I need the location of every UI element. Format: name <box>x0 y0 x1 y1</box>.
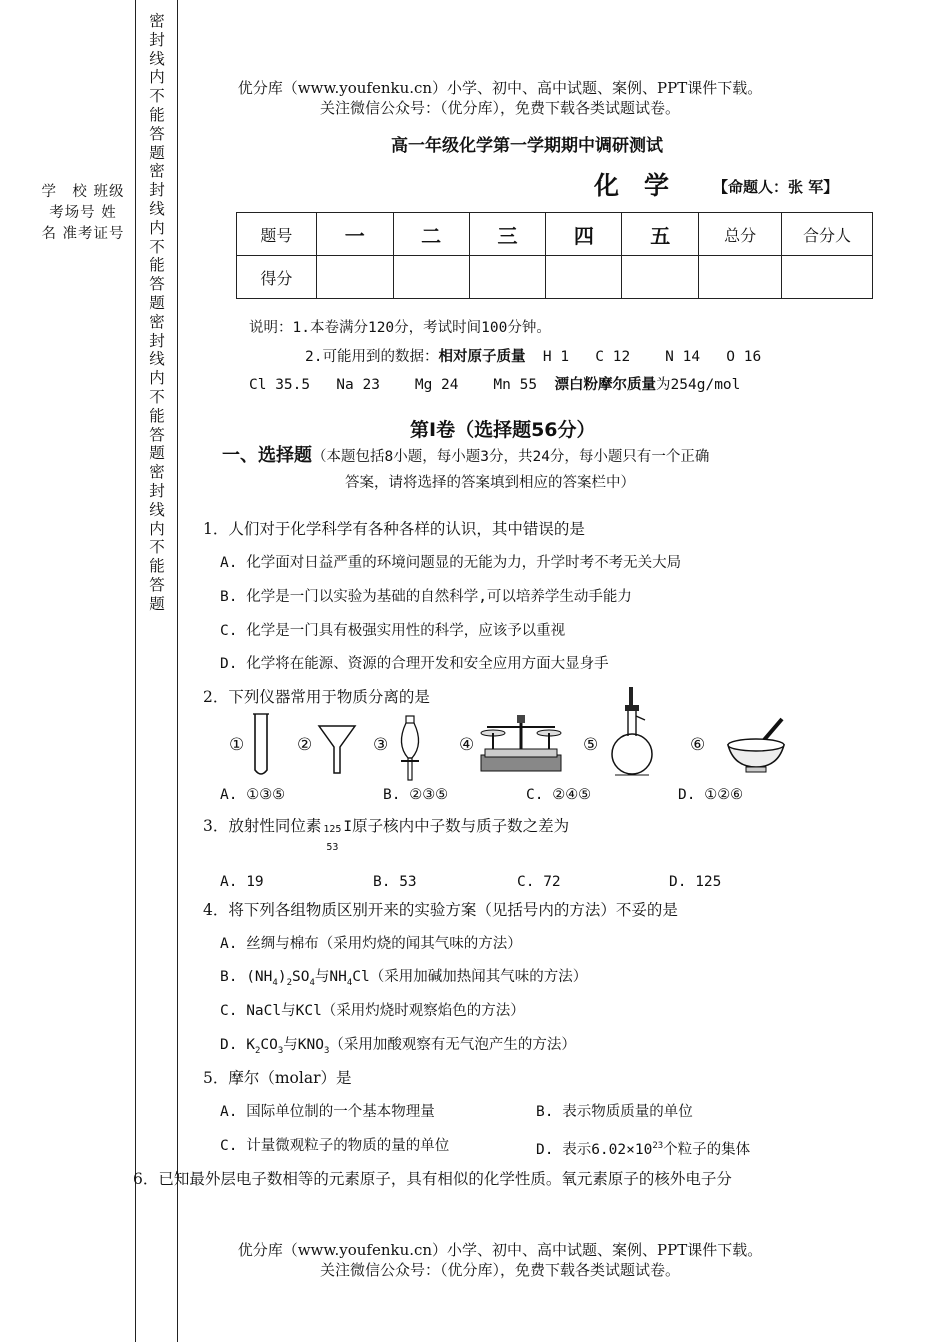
q4-option-d-method: （采用加酸观察有无气泡产生的方法） <box>329 1037 576 1053</box>
score-table-header-row <box>237 213 873 256</box>
q5-option-b: B. 表示物质质量的单位 <box>536 1104 693 1120</box>
score-cell[interactable] <box>316 256 393 299</box>
score-table <box>236 212 873 299</box>
section-desc-2: 答案，请将选择的答案填到相应的答案栏中） <box>345 475 635 491</box>
q2-stem: 2．下列仪器常用于物质分离的是 <box>203 688 430 706</box>
isotope-symbol: I <box>343 819 353 835</box>
section-heading-label: 一、选择题 <box>222 445 312 466</box>
q3-option-d: D. 125 <box>669 874 722 890</box>
seal-line-text: 密封线内不能答题密封线内不能答题密封线内不能答题密封线内不能答题 <box>149 12 165 613</box>
exam-author: 【命题人：张 军】 <box>713 178 839 196</box>
isotope-mass-number: 125 <box>323 824 342 835</box>
q5-option-d-prefix: D. 表示6.02×10 <box>536 1141 653 1158</box>
q1-option-d: D. 化学将在能源、资源的合理开发和安全应用方面大显身手 <box>220 656 609 672</box>
q1-option-b: B. 化学是一门以实验为基础的自然科学,可以培养学生动手能力 <box>220 589 632 605</box>
q3-stem-prefix: 3．放射性同位素 <box>203 817 322 835</box>
instrument-label: ⑥ <box>690 735 706 755</box>
q3-option-c: C. 72 <box>517 874 561 890</box>
score-header-cell: 四 <box>546 213 622 256</box>
note-2 <box>305 346 761 368</box>
q4-option-a: A. 丝绸与棉布（采用灼烧的闻其气味的方法） <box>220 936 522 952</box>
section-desc-1: （本题包括8小题，每小题3分，共24分，每小题只有一个正确 <box>312 449 710 465</box>
q2-option-d: D. ①②⑥ <box>678 787 744 803</box>
score-header-cell: 合分人 <box>782 213 873 256</box>
q5-stem: 5．摩尔（molar）是 <box>203 1069 352 1087</box>
note-3 <box>249 374 740 396</box>
note-2-bold: 相对原子质量 <box>438 349 526 365</box>
score-cell[interactable] <box>622 256 699 299</box>
binding-line-right <box>177 0 178 1342</box>
note-3-bold: 漂白粉摩尔质量 <box>554 377 657 393</box>
note-3-rest: 为254g/mol <box>656 377 741 393</box>
page-header-line2: 关注微信公众号：（优分库），免费下载各类试题试卷。 <box>319 99 680 117</box>
instrument-label: ⑤ <box>583 735 599 755</box>
q4-stem: 4．将下列各组物质区别开来的实验方案（见括号内的方法）不妥的是 <box>203 901 678 919</box>
student-info-fields: 学 校 班级 考场号 姓 名 准考证号 <box>41 184 133 242</box>
score-header-cell: 五 <box>622 213 699 256</box>
mortar-pestle-icon <box>726 715 788 775</box>
note-2-values: H 1 C 12 N 14 O 16 <box>525 349 762 365</box>
q5-option-d-exponent: 23 <box>652 1141 664 1151</box>
q3-option-a: A. 19 <box>220 874 264 890</box>
instrument-label: ② <box>297 735 313 755</box>
binding-line-left <box>135 0 136 1342</box>
q1-option-c: C. 化学是一门具有极强实用性的科学，应该予以重视 <box>220 623 566 639</box>
q4-option-c: C. NaCl与KCl（采用灼烧时观察焰色的方法） <box>220 1003 525 1019</box>
q2-option-b: B. ②③⑤ <box>383 787 449 803</box>
funnel-icon <box>317 723 357 775</box>
score-cell[interactable] <box>782 256 873 299</box>
score-header-cell: 二 <box>393 213 469 256</box>
q4-option-b-conj: 与 <box>314 969 330 985</box>
distillation-flask-icon <box>605 686 661 778</box>
score-header-cell: 三 <box>469 213 546 256</box>
instrument-label: ④ <box>459 735 475 755</box>
balance-scale-icon <box>479 713 563 773</box>
section-title: 第Ⅰ卷（选择题56分） <box>410 419 596 441</box>
score-cell[interactable] <box>393 256 469 299</box>
instrument-label: ① <box>229 735 245 755</box>
q2-option-a: A. ①③⑤ <box>220 787 286 803</box>
score-header-cell: 题号 <box>237 213 317 256</box>
note-1: 说明：1.本卷满分120分，考试时间100分钟。 <box>249 320 551 336</box>
q4-option-b-label: B. <box>220 969 247 985</box>
page-footer-line1: 优分库（www.youfenku.cn）小学、初中、高中试题、案例、PPT课件下载。 <box>237 1241 763 1259</box>
q5-option-a: A. 国际单位制的一个基本物理量 <box>220 1104 435 1120</box>
q2-option-c: C. ②④⑤ <box>526 787 592 803</box>
subject-title: 化 学 <box>594 171 670 200</box>
q3-stem-suffix: 原子核内中子数与质子数之差为 <box>352 817 570 835</box>
score-table-score-row <box>237 256 873 299</box>
q4-option-d-label: D. <box>220 1037 247 1053</box>
note-3-prefix: Cl 35.5 Na 23 Mg 24 Mn 55 <box>249 377 555 393</box>
q4-option-d-conj: 与 <box>283 1037 298 1053</box>
score-cell[interactable] <box>546 256 622 299</box>
page-footer-line2: 关注微信公众号：（优分库），免费下载各类试题试卷。 <box>319 1261 680 1279</box>
exam-title: 高一年级化学第一学期期中调研测试 <box>391 136 663 156</box>
section-heading <box>222 445 709 468</box>
q6-stem: 6．已知最外层电子数相等的元素原子，具有相似的化学性质。氧元素原子的核外电子分 <box>133 1170 732 1188</box>
q3-option-b: B. 53 <box>373 874 417 890</box>
score-cell[interactable] <box>699 256 782 299</box>
score-header-cell: 一 <box>316 213 393 256</box>
test-tube-icon <box>251 712 271 780</box>
score-cell[interactable] <box>469 256 546 299</box>
q3-stem <box>203 815 570 853</box>
q5-option-c: C. 计量微观粒子的物质的量的单位 <box>220 1138 450 1154</box>
note-2-prefix: 2.可能用到的数据： <box>305 349 439 365</box>
page-header-line1: 优分库（www.youfenku.cn）小学、初中、高中试题、案例、PPT课件下载。 <box>237 79 763 97</box>
instrument-label: ③ <box>373 735 389 755</box>
q5-option-d-suffix: 个粒子的集体 <box>663 1141 751 1158</box>
isotope-atomic-number: 53 <box>326 842 339 853</box>
q1-stem: 1．人们对于化学科学有各种各样的认识，其中错误的是 <box>203 520 585 538</box>
q4-option-b-method: （采用加碱加热闻其气味的方法） <box>369 969 588 985</box>
score-row-label: 得分 <box>237 256 317 299</box>
q1-option-a: A. 化学面对日益严重的环境问题显的无能为力，升学时考不考无关大局 <box>220 555 682 571</box>
q4-option-b: B. $(NH_4)_2SO_4$与$NH_4Cl$（采用加碱加热闻其气味的方法） <box>220 969 588 988</box>
q4-option-d: D. $K_2CO_3$与$KNO_3$（采用加酸观察有无气泡产生的方法） <box>220 1037 576 1056</box>
score-header-cell: 总分 <box>699 213 782 256</box>
separatory-funnel-icon <box>393 714 427 782</box>
q5-option-d <box>536 1135 750 1161</box>
